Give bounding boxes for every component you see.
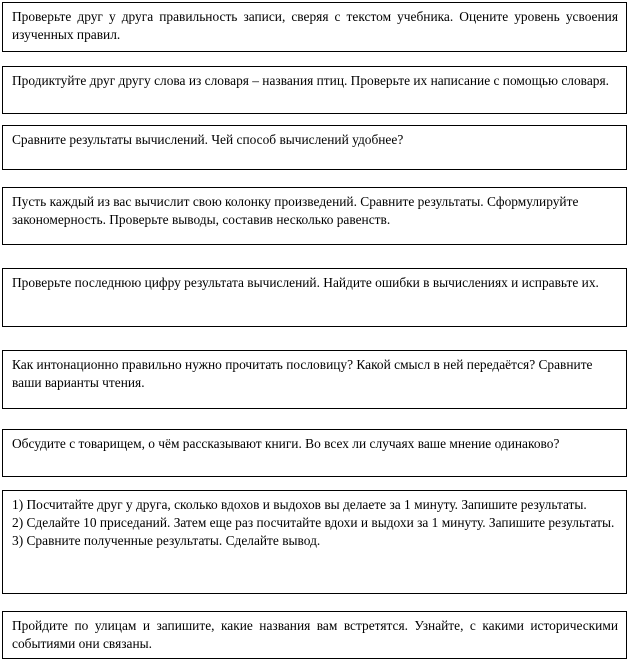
task-text: Пройдите по улицам и запишите, какие названия вам встретятся. Узнайте, с какими историческими событиями они связаны.: [12, 618, 618, 651]
task-card-7: [2, 429, 627, 477]
task-card-5: [2, 268, 627, 327]
task-card-1: [2, 2, 627, 52]
task-step-2: 2) Сделайте 10 приседаний. Затем еще раз посчитайте вдохи и выдохи за 1 минуту. Запишите результаты.: [12, 515, 615, 530]
task-text: Обсудите с товарищем, о чём рассказывают книги. Во всех ли случаях ваше мнение одинаково?: [12, 436, 560, 451]
task-card-4: [2, 187, 627, 245]
task-card-8: [2, 490, 627, 594]
task-card-3: [2, 125, 627, 170]
task-text: Проверьте друг у друга правильность записи, сверяя с текстом учебника. Оцените уровень усвоения изученных правил.: [12, 9, 618, 42]
task-text: Проверьте последнюю цифру результата вычислений. Найдите ошибки в вычислениях и исправьте их.: [12, 275, 599, 290]
task-text: Сравните результаты вычислений. Чей способ вычислений удобнее?: [12, 132, 404, 147]
task-card-2: [2, 66, 627, 114]
task-card-6: [2, 350, 627, 409]
task-step-1: 1) Посчитайте друг у друга, сколько вдохов и выдохов вы делаете за 1 минуту. Запишите результаты.: [12, 497, 587, 512]
task-text: Как интонационно правильно нужно прочитать пословицу? Какой смысл в ней передаётся? Сравните ваши варианты чтения.: [12, 357, 593, 390]
task-step-3: 3) Сравните полученные результаты. Сделайте вывод.: [12, 533, 321, 548]
task-text: Пусть каждый из вас вычислит свою колонку произведений. Сравните результаты. Сформулируйте закономерность. Проверьте выводы, составив несколько равенств.: [12, 194, 579, 227]
task-card-9: [2, 611, 627, 659]
task-text: Продиктуйте друг другу слова из словаря – названия птиц. Проверьте их написание с помощью словаря.: [12, 73, 609, 88]
